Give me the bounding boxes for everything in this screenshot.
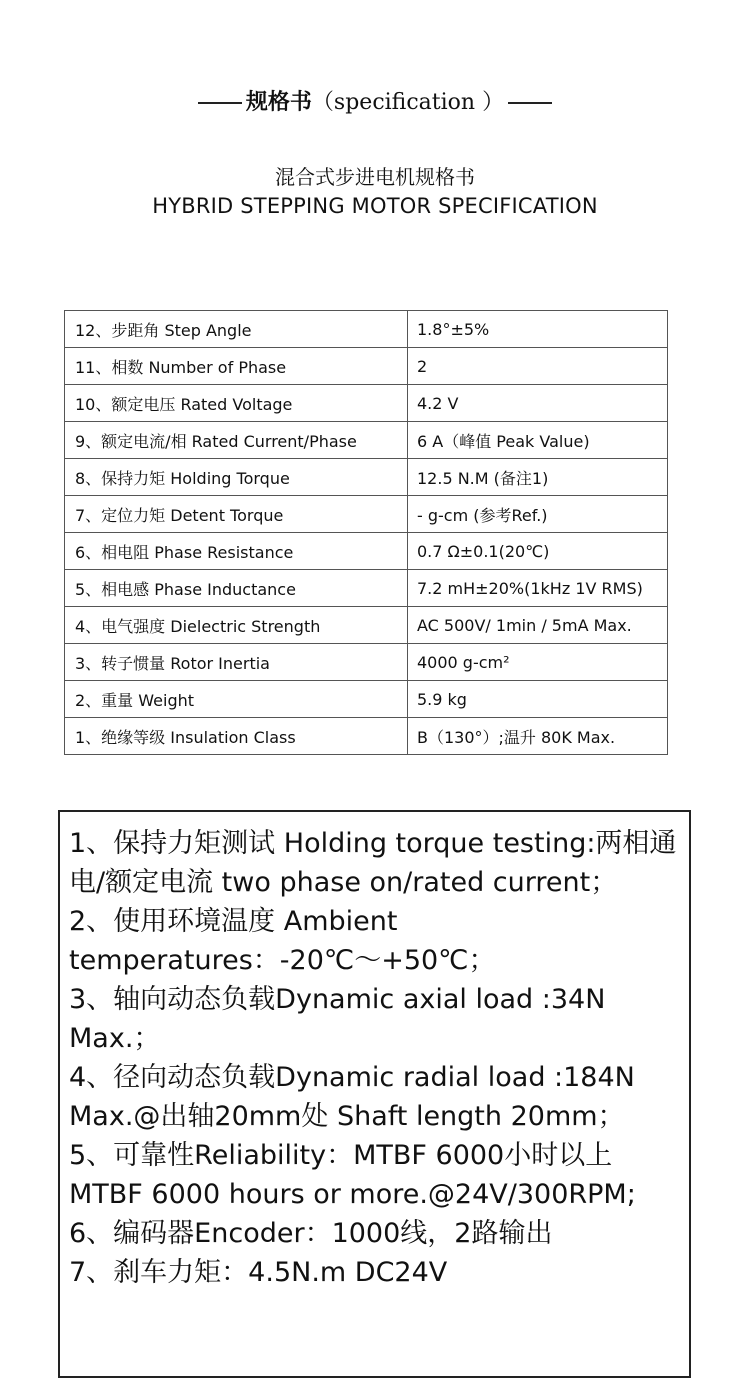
spec-label: 9、额定电流/相 Rated Current/Phase	[65, 422, 408, 459]
notes-box	[58, 810, 691, 1378]
table-row	[65, 718, 668, 755]
spec-value: B（130°）;温升 80K Max.	[408, 718, 668, 755]
spec-value: 7.2 mH±20%(1kHz 1V RMS)	[408, 570, 668, 607]
table-row	[65, 570, 668, 607]
spec-label: 3、转子惯量 Rotor Inertia	[65, 644, 408, 681]
spec-label: 10、额定电压 Rated Voltage	[65, 385, 408, 422]
spec-label: 4、电气强度 Dielectric Strength	[65, 607, 408, 644]
spec-label: 8、保持力矩 Holding Torque	[65, 459, 408, 496]
table-row	[65, 422, 668, 459]
note-item: 1、保持力矩测试 Holding torque testing:两相通电/额定电流 two phase on/rated current；	[69, 828, 677, 898]
table-row	[65, 348, 668, 385]
subtitle-en: HYBRID STEPPING MOTOR SPECIFICATION	[152, 194, 598, 218]
table-row	[65, 607, 668, 644]
header-title-en: （specification ）	[311, 90, 505, 115]
table-row	[65, 496, 668, 533]
note-item: 7、刹车力矩：4.5N.m DC24V	[69, 1257, 448, 1288]
note-item: 6、编码器Encoder：1000线，2路输出	[69, 1218, 553, 1249]
spec-value: 0.7 Ω±0.1(20℃)	[408, 533, 668, 570]
spec-value: 5.9 kg	[408, 681, 668, 718]
table-row	[65, 459, 668, 496]
spec-value: - g-cm (参考Ref.)	[408, 496, 668, 533]
spec-label: 12、步距角 Step Angle	[65, 311, 408, 348]
note-item: 4、径向动态负载Dynamic radial load :184N Max.@出轴20mm处 Shaft length 20mm；	[69, 1062, 635, 1132]
spec-value: AC 500V/ 1min / 5mA Max.	[408, 607, 668, 644]
spec-table	[64, 310, 668, 755]
spec-value: 12.5 N.M (备注1)	[408, 459, 668, 496]
spec-value: 2	[408, 348, 668, 385]
spec-label: 1、绝缘等级 Insulation Class	[65, 718, 408, 755]
spec-label: 7、定位力矩 Detent Torque	[65, 496, 408, 533]
note-item: 5、可靠性Reliability：MTBF 6000小时以上 MTBF 6000 hours or more.@24V/300RPM;	[69, 1140, 636, 1210]
spec-value: 6 A（峰值 Peak Value)	[408, 422, 668, 459]
header-title-zh: 规格书	[245, 90, 312, 115]
spec-label: 6、相电阻 Phase Resistance	[65, 533, 408, 570]
spec-value: 4000 g-cm²	[408, 644, 668, 681]
header-right-rule	[508, 102, 552, 104]
spec-value: 4.2 V	[408, 385, 668, 422]
note-item: 3、轴向动态负载Dynamic axial load :34N Max.；	[69, 984, 606, 1054]
table-row	[65, 681, 668, 718]
table-row	[65, 311, 668, 348]
spec-label: 11、相数 Number of Phase	[65, 348, 408, 385]
header-left-rule	[198, 102, 242, 104]
spec-label: 5、相电感 Phase Inductance	[65, 570, 408, 607]
table-row	[65, 644, 668, 681]
table-row	[65, 385, 668, 422]
spec-label: 2、重量 Weight	[65, 681, 408, 718]
note-item: 2、使用环境温度 Ambient temperatures：-20℃～+50℃；	[69, 906, 496, 976]
table-row	[65, 533, 668, 570]
spec-value: 1.8°±5%	[408, 311, 668, 348]
page-header	[0, 86, 750, 120]
subtitle-zh: 混合式步进电机规格书	[275, 165, 475, 189]
